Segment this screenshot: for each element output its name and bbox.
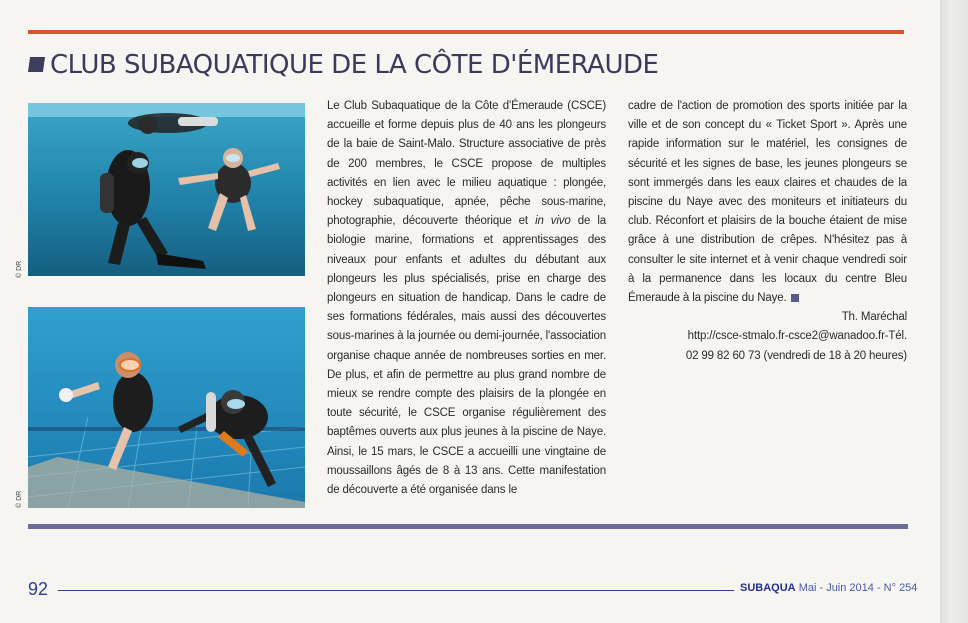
magazine-issue: Mai - Juin 2014 - N° 254 [798, 582, 918, 594]
title-square-icon [28, 57, 45, 72]
photo-credit: © DR [16, 260, 23, 278]
author-signature: Th. Maréchal [841, 311, 907, 324]
top-rule [28, 30, 904, 34]
article-text: Le Club Subaquatique de la Côte d'Émeraude (CSCE) accueille et forme depuis plus de 40 ans les plongeurs de la baie de Saint-Malo. Structure associative de près de 200 membres, le CSCE propose de multiples activités en lien avec le milieu aquatique : plongée, hockey subaquatique, apnée, pêche sous-marine, photographie, découverte théorique et [327, 100, 606, 228]
magazine-brand: SUBAQUA [740, 582, 796, 594]
page-number: 92 [28, 579, 49, 599]
contact-phone: 02 99 82 60 73 (vendredi de 18 à 20 heures) [685, 349, 907, 362]
photo-credit: © DR [16, 490, 23, 508]
footer-line [58, 590, 734, 591]
divers-group-illustration [28, 103, 305, 276]
photo-divers-group [28, 103, 305, 276]
section-title: CLUB SUBAQUATIQUE DE LA CÔTE D'ÉMERAUDE [50, 50, 659, 80]
contact-line: http://csce-stmalo.fr-csce2@wanadoo.fr-Tél. [687, 330, 907, 343]
child-divers-illustration [28, 307, 305, 508]
bottom-rule [28, 524, 908, 529]
footer-publication [740, 582, 917, 594]
end-square-icon [791, 294, 799, 302]
article-text: de la biologie marine, formations et apprentissages des niveaux pour enfants et adultes du débutant aux plongeurs les plus spécialisés, prise en charge des plongeurs en situation de handicap. Dans le cadre de ses formations fédérales, mais aussi des découvertes sous-marines à la journée ou demi-journée, l'association organise chaque année de nombreuses sorties en mer. De plus, et afin de permettre au plus grand nombre de mieux se rendre compte des plaisirs de la plongée en toute sécurité, le CSCE organise régulièrement des baptêmes ouverts aux plus jeunes à la piscine de Naye. Ainsi, le 15 mars, le CSCE a accueilli une vingtaine de moussaillons âgés de 8 à 13 ans. Cette manifestation de découverte a été organisée dans le [327, 215, 607, 497]
adjacent-page-edge [940, 0, 968, 623]
article-column-1 [327, 97, 606, 500]
photo-child-divers-pool [28, 307, 305, 508]
article-italic-text: in vivo [535, 215, 571, 228]
article-text: cadre de l'action de promotion des sports initiée par la ville et de son concept du « Ticket Sport ». Après une rapide information sur le matériel, les consignes de sécurité et les signes de base, les jeunes plongeurs se sont immergés dans les eaux claires et chaudes de la piscine du Naye avec des moniteurs et initiateurs du club. Réconfort et plaisirs de la bouche étaient de mise grâce à une distribution de crêpes. N'hésitez pas à consulter le site internet et à venir chaque vendredi soir à la permanence dans les locaux du centre Bleu Émeraude à la piscine du Naye. [628, 100, 907, 305]
article-column-2 [628, 97, 907, 366]
